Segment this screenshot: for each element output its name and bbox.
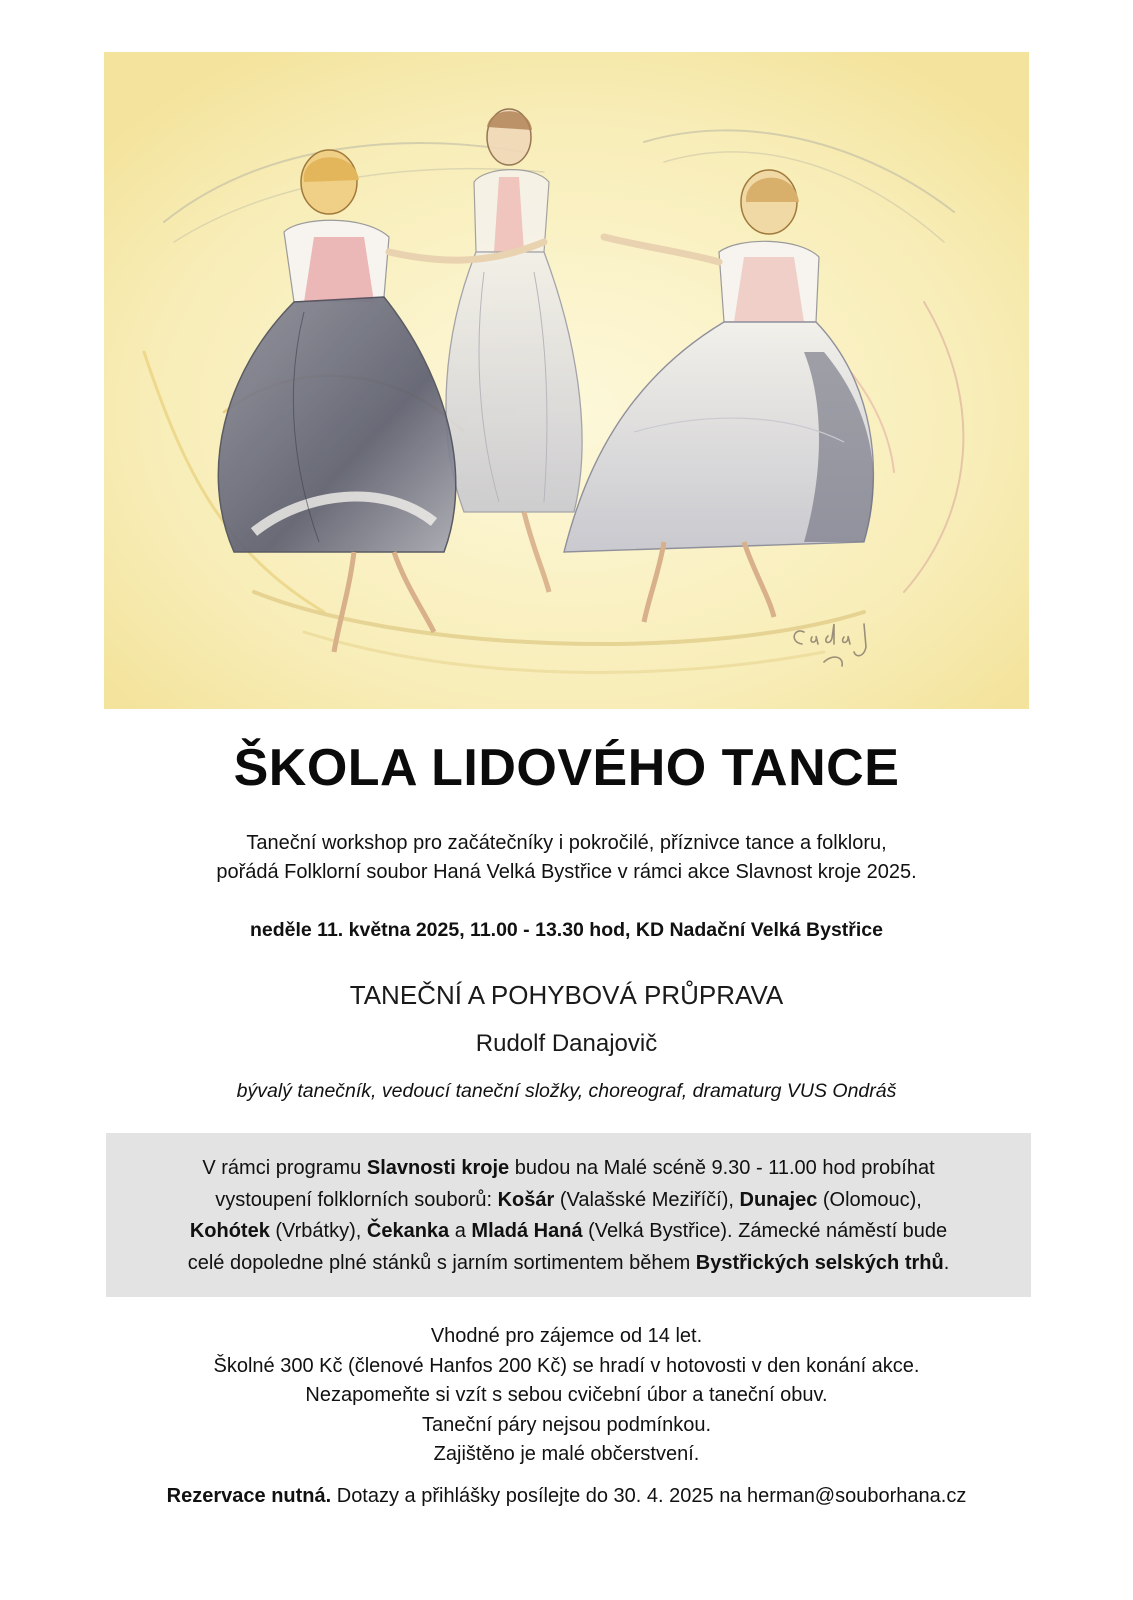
- program-info-box: [106, 1133, 1031, 1297]
- details-line: Školné 300 Kč (členové Hanfos 200 Kč) se hradí v hotovosti v den konání akce.: [213, 1354, 920, 1377]
- page-title: ŠKOLA LIDOVÉHO TANCE: [233, 739, 900, 797]
- info-text: budou na Malé scéně 9.30 - 11.00 hod probíhat: [509, 1157, 935, 1179]
- lecturer-name: Rudolf Danajovič: [475, 1030, 658, 1057]
- details-line: Zajištěno je malé občerstvení.: [433, 1443, 700, 1465]
- info-text: vystoupení folklorních souborů:: [215, 1188, 498, 1211]
- intro-text: [0, 829, 1133, 887]
- details-line: Taneční páry nejsou podmínkou.: [421, 1413, 712, 1436]
- details-line: Vhodné pro zájemce od 14 let.: [430, 1325, 703, 1347]
- intro-line: Taneční workshop pro začátečníky i pokročilé, příznivce tance a folkloru,: [246, 832, 887, 854]
- intro-line: pořádá Folklorní soubor Haná Velká Bystřice v rámci akce Slavnost kroje 2025.: [216, 861, 917, 883]
- info-text: (Valašské Meziříčí),: [554, 1188, 740, 1211]
- info-text: (Velká Bystřice). Zámecké náměstí bude: [582, 1220, 948, 1242]
- reservation-required: Rezervace nutná.: [166, 1485, 332, 1507]
- ensemble-name: Dunajec: [739, 1188, 818, 1211]
- ensemble-name: Kohótek: [189, 1220, 270, 1242]
- info-line: [130, 1153, 1007, 1185]
- info-line: [130, 1248, 1007, 1280]
- dancers-illustration: [104, 52, 1029, 709]
- ensemble-name: Košár: [497, 1188, 555, 1211]
- info-text: a: [449, 1220, 472, 1242]
- ensemble-name: Mladá Haná: [471, 1220, 583, 1242]
- info-text: (Olomouc),: [817, 1188, 922, 1211]
- reservation-line: [0, 1485, 1133, 1508]
- lecturer-role: bývalý tanečník, vedoucí taneční složky, choreograf, dramaturg VUS Ondráš: [236, 1080, 897, 1102]
- dancers-drawing: [104, 52, 1029, 709]
- section-heading: TANEČNÍ A POHYBOVÁ PRŮPRAVA: [349, 980, 784, 1010]
- info-highlight: Slavnosti kroje: [366, 1157, 510, 1179]
- event-datetime: neděle 11. května 2025, 11.00 - 13.30 hod, KD Nadační Velká Bystřice: [249, 919, 884, 941]
- info-text: V rámci programu: [202, 1157, 367, 1179]
- reservation-contact: Dotazy a přihlášky posílejte do 30. 4. 2025 na herman@souborhana.cz: [331, 1485, 967, 1507]
- info-highlight: Bystřických selských trhů: [695, 1251, 944, 1274]
- info-text: (Vrbátky),: [269, 1220, 367, 1242]
- details-list: [0, 1322, 1133, 1470]
- info-line: [130, 1216, 1007, 1248]
- ensemble-name: Čekanka: [366, 1220, 450, 1242]
- info-line: [130, 1185, 1007, 1217]
- details-line: Nezapomeňte si vzít s sebou cvičební úbor a taneční obuv.: [305, 1384, 828, 1406]
- info-text: .: [943, 1251, 950, 1274]
- info-text: celé dopoledne plné stánků s jarním sortimentem během: [187, 1251, 696, 1274]
